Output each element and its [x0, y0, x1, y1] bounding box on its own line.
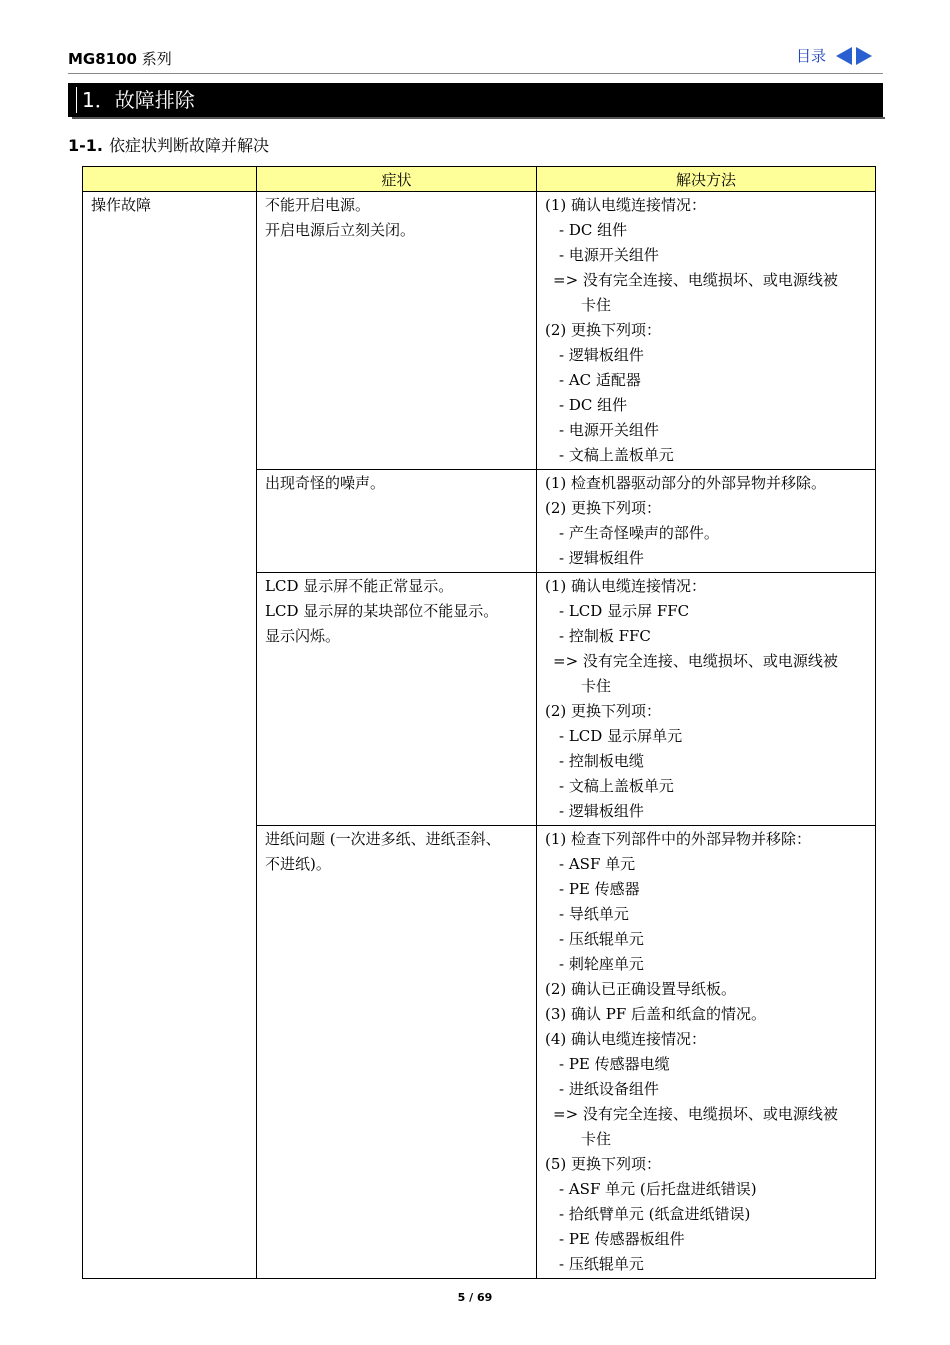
symptom-cell — [257, 192, 537, 470]
triangle-right-icon[interactable] — [856, 47, 872, 65]
table-header-row — [83, 167, 876, 192]
solution-line: - 控制板电缆 — [559, 752, 644, 770]
symptom-line: 出现奇怪的噪声。 — [265, 474, 386, 492]
solution-line: - 逻辑板组件 — [559, 802, 644, 820]
solution-cell — [537, 470, 876, 573]
solution-line: - 压纸辊单元 — [559, 930, 644, 948]
solution-line: - 拾纸臂单元 (纸盒进纸错误) — [559, 1205, 751, 1223]
symptom-cell — [257, 826, 537, 1279]
solution-line: - ASF 单元 — [559, 855, 636, 873]
solution-line: - 逻辑板组件 — [559, 346, 644, 364]
toc-link[interactable]: 目录 — [795, 47, 826, 65]
symptom-cell — [257, 573, 537, 826]
header-navigation — [796, 45, 872, 66]
solution-line: - LCD 显示屏单元 — [559, 727, 683, 745]
symptom-line: 进纸问题 (一次进多纸、进纸歪斜、 — [265, 830, 501, 848]
solution-line: - 产生奇怪噪声的部件。 — [559, 524, 719, 542]
header-divider — [68, 73, 883, 74]
solution-line: (2) 更换下列项： — [545, 499, 662, 517]
solution-line: - ASF 单元 (后托盘进纸错误) — [559, 1180, 757, 1198]
solution-line: => 没有完全连接、电缆损坏、或电源线被 — [553, 271, 838, 289]
table-row — [83, 192, 876, 470]
solution-cell — [537, 826, 876, 1279]
symptom-line: 不能开启电源。 — [265, 196, 371, 214]
solution-line: 卡住 — [581, 296, 612, 314]
solution-line: - 电源开关组件 — [559, 246, 659, 264]
solution-line: - LCD 显示屏 FFC — [559, 602, 690, 620]
solution-line: - 压纸辊单元 — [559, 1255, 644, 1273]
symptom-cell — [257, 470, 537, 573]
solution-line: (4) 确认电缆连接情况： — [545, 1030, 707, 1048]
solution-line: - 逻辑板组件 — [559, 549, 644, 567]
solution-line: - 导纸单元 — [559, 905, 629, 923]
triangle-left-icon[interactable] — [836, 47, 852, 65]
solution-line: - PE 传感器板组件 — [559, 1230, 685, 1248]
solution-line: (1) 检查下列部件中的外部异物并移除： — [545, 830, 812, 848]
solution-line: - PE 传感器电缆 — [559, 1055, 670, 1073]
symptom-line: 开启电源后立刻关闭。 — [265, 221, 416, 239]
symptom-line: 不进纸)。 — [265, 855, 331, 873]
subsection-title — [68, 133, 269, 156]
header-category — [83, 167, 257, 192]
header-symptom: 症状 — [257, 167, 537, 192]
solution-line: => 没有完全连接、电缆损坏、或电源线被 — [553, 1105, 838, 1123]
solution-line: - 电源开关组件 — [559, 421, 659, 439]
solution-line: - 文稿上盖板单元 — [559, 446, 674, 464]
solution-line: (3) 确认 PF 后盖和纸盒的情况。 — [545, 1005, 767, 1023]
solution-line: 卡住 — [581, 677, 612, 695]
solution-cell — [537, 573, 876, 826]
solution-line: - 文稿上盖板单元 — [559, 777, 674, 795]
category-label: 操作故障 — [91, 196, 152, 214]
solution-line: - AC 适配器 — [559, 371, 641, 389]
solution-line: - 进纸设备组件 — [559, 1080, 659, 1098]
model-name: MG8100 — [68, 50, 137, 68]
solution-line: (1) 确认电缆连接情况： — [545, 577, 707, 595]
troubleshooting-table — [82, 166, 876, 1279]
solution-cell — [537, 192, 876, 470]
solution-line: => 没有完全连接、电缆损坏、或电源线被 — [553, 652, 838, 670]
solution-line: - DC 组件 — [559, 396, 628, 414]
section-title: 1．故障排除 — [68, 83, 883, 117]
solution-line: - DC 组件 — [559, 221, 628, 239]
solution-line: (1) 确认电缆连接情况： — [545, 196, 707, 214]
series-label: 系列 — [141, 50, 172, 68]
solution-line: - 控制板 FFC — [559, 627, 651, 645]
solution-line: (2) 确认已正确设置导纸板。 — [545, 980, 737, 998]
subsection-number: 1-1. — [68, 136, 103, 155]
symptom-line: LCD 显示屏不能正常显示。 — [265, 577, 454, 595]
solution-line: - PE 传感器 — [559, 880, 640, 898]
symptom-line: 显示闪烁。 — [265, 627, 341, 645]
category-cell — [83, 192, 257, 1279]
solution-line: 卡住 — [581, 1130, 612, 1148]
solution-line: - 刺轮座单元 — [559, 955, 644, 973]
symptom-line: LCD 显示屏的某块部位不能显示。 — [265, 602, 499, 620]
page-number: 5 / 69 — [457, 1291, 493, 1304]
subsection-text: 依症状判断故障并解决 — [108, 136, 269, 155]
solution-line: (2) 更换下列项： — [545, 702, 662, 720]
solution-line: (1) 检查机器驱动部分的外部异物并移除。 — [545, 474, 827, 492]
solution-line: (2) 更换下列项： — [545, 321, 662, 339]
document-header-model — [68, 48, 172, 69]
solution-line: (5) 更换下列项： — [545, 1155, 662, 1173]
header-solution: 解决方法 — [537, 167, 876, 192]
